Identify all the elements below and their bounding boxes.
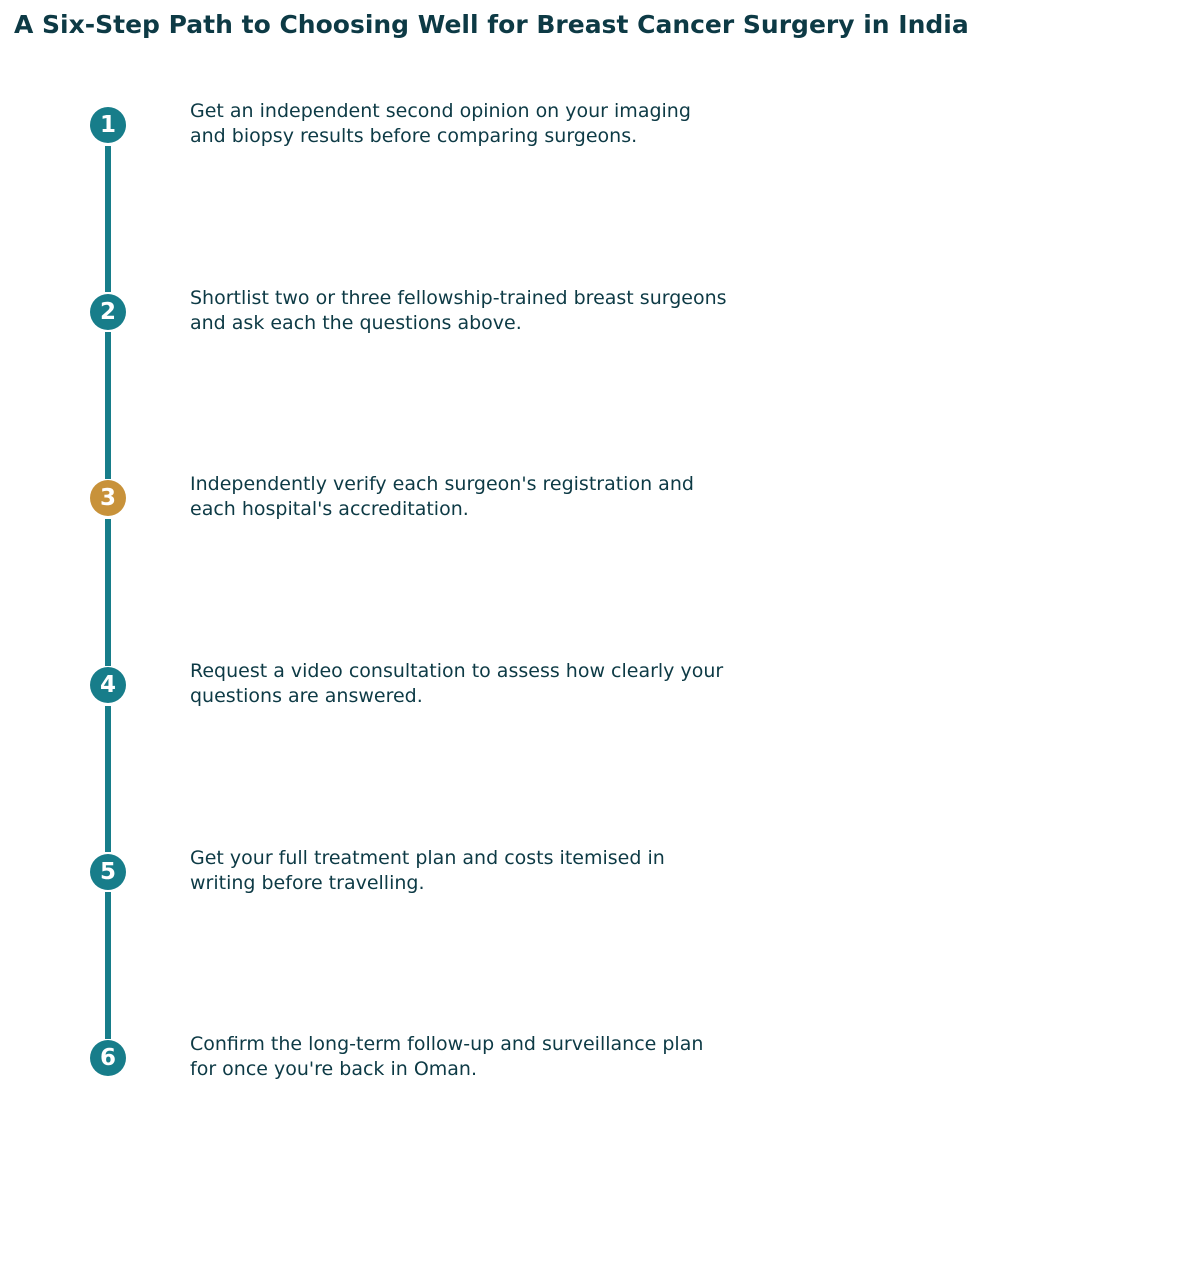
timeline-connector — [105, 706, 111, 852]
step-5-text: Get your full treatment plan and costs itemised in writing before travelling. — [190, 847, 665, 894]
step-1-number-badge: 1 — [90, 107, 126, 143]
step-4-text: Request a video consultation to assess how clearly your questions are answered. — [190, 660, 724, 707]
step-1-text: Get an independent second opinion on your imaging and biopsy results before comparing surgeons. — [190, 100, 691, 147]
step-2-text: Shortlist two or three fellowship-trained breast surgeons and ask each the questions above. — [190, 287, 727, 334]
timeline-connector — [105, 146, 111, 292]
timeline-connector — [105, 519, 111, 666]
step-2-number-badge: 2 — [90, 294, 126, 330]
step-3-number-badge: 3 — [90, 480, 126, 516]
step-4-number-badge: 4 — [90, 667, 126, 703]
step-6-number-badge: 6 — [90, 1040, 126, 1076]
step-6-text: Confirm the long-term follow-up and surveillance plan for once you're back in Oman. — [190, 1033, 704, 1080]
step-3-text: Independently verify each surgeon's registration and each hospital's accreditation. — [190, 473, 694, 520]
timeline-connector — [105, 332, 111, 479]
page-title: A Six-Step Path to Choosing Well for Breast Cancer Surgery in India — [14, 10, 969, 39]
step-5-number-badge: 5 — [90, 854, 126, 890]
timeline-connector — [105, 892, 111, 1039]
